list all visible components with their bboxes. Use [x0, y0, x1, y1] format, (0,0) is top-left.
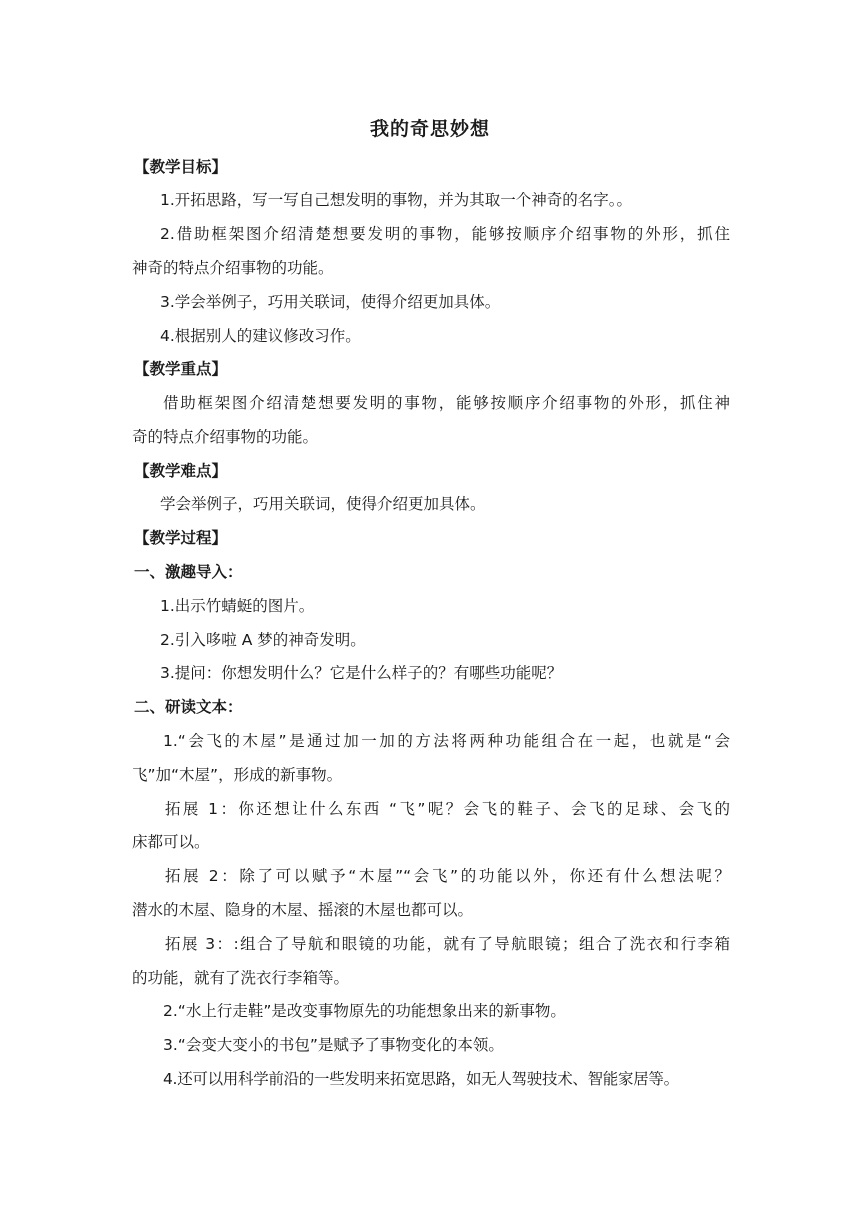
- key-points-heading: 【教学重点】: [134, 360, 228, 378]
- goal-item-2-line-2: 神奇的特点介绍事物的功能。: [132, 259, 334, 277]
- extension-3-line-2: 的功能，就有了洗衣行李箱等。: [132, 969, 350, 987]
- section-1-item-3: 3.提问：你想发明什么？它是什么样子的？有哪些功能呢？: [160, 664, 563, 682]
- key-points-line-1: 借助框架图介绍清楚想要发明的事物，能够按顺序介绍事物的外形，抓住神: [163, 394, 730, 412]
- goal-item-3: 3.学会举例子，巧用关联词，使得介绍更加具体。: [160, 293, 501, 311]
- extension-1-line-2: 床都可以。: [132, 833, 210, 851]
- difficulties-heading: 【教学难点】: [134, 462, 228, 480]
- section-2-heading: 二、研读文本：: [134, 698, 243, 716]
- extension-2-line-1: 拓展 2：除了可以赋予“木屋”“会飞”的功能以外，你还有什么想法呢？: [165, 867, 730, 885]
- document-title: 我的奇思妙想: [369, 118, 490, 140]
- section-1-item-1: 1.出示竹蜻蜓的图片。: [160, 597, 315, 615]
- section-1-heading: 一、激趣导入：: [134, 563, 243, 581]
- difficulties-line-1: 学会举例子，巧用关联词，使得介绍更加具体。: [160, 495, 486, 513]
- goal-item-4: 4.根据别人的建议修改习作。: [160, 327, 361, 345]
- goal-item-1: 1.开拓思路，写一写自己想发明的事物，并为其取一个神奇的名字。。: [160, 191, 633, 209]
- section-2-item-1-line-1: 1.“会飞的木屋”是通过加一加的方法将两种功能组合在一起，也就是“会: [163, 732, 730, 750]
- section-2-item-1-line-2: 飞”加“木屋”，形成的新事物。: [132, 766, 343, 784]
- section-2-item-3: 3.“会变大变小的书包”是赋予了事物变化的本领。: [163, 1036, 504, 1054]
- section-2-item-4: 4.还可以用科学前沿的一些发明来拓宽思路，如无人驾驶技术、智能家居等。: [163, 1070, 679, 1088]
- key-points-line-2: 奇的特点介绍事物的功能。: [132, 428, 319, 446]
- section-2-item-2: 2.“水上行走鞋”是改变事物原先的功能想象出来的新事物。: [163, 1002, 566, 1020]
- extension-3-line-1: 拓展 3：:组合了导航和眼镜的功能，就有了导航眼镜；组合了洗衣和行李箱: [165, 935, 730, 953]
- section-1-item-2: 2.引入哆啦 A 梦的神奇发明。: [160, 631, 366, 649]
- extension-1-line-1: 拓展 1：你还想让什么东西 “飞”呢？会飞的鞋子、会飞的足球、会飞的: [165, 800, 730, 818]
- extension-2-line-2: 潜水的木屋、隐身的木屋、摇滚的木屋也都可以。: [132, 901, 474, 919]
- goals-heading: 【教学目标】: [134, 158, 228, 176]
- goal-item-2-line-1: 2.借助框架图介绍清楚想要发明的事物，能够按顺序介绍事物的外形，抓住: [160, 225, 730, 243]
- process-heading: 【教学过程】: [134, 529, 228, 547]
